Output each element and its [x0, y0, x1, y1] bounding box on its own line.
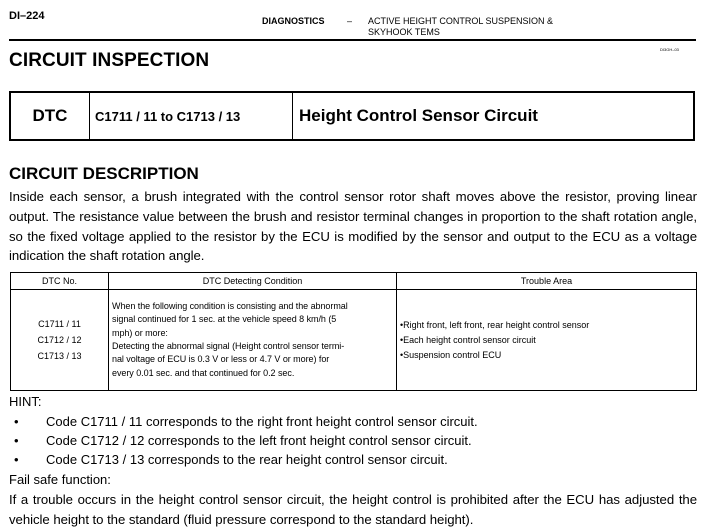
trouble-area-cell	[397, 290, 697, 391]
fail-safe-label: Fail safe function:	[9, 472, 111, 487]
column-header-dtc-no: DTC No.	[11, 273, 109, 290]
header-dash: –	[347, 16, 353, 26]
condition-line: Detecting the abnormal signal (Height control sensor termi-	[112, 341, 345, 351]
dtc-code: C1713 / 13	[37, 351, 82, 361]
chapter-title	[368, 16, 628, 38]
fail-safe-text: If a trouble occurs in the height control sensor circuit, the height control is prohibited after the ECU has adjusted the vehicle height to the standard (fluid pressure correspond to the standard height).	[9, 492, 697, 527]
condition-line: signal continued for 1 sec. at the vehicle speed 8 km/h (5	[112, 314, 337, 325]
bullet-icon: •	[14, 433, 19, 448]
hint-item: Code C1712 / 12 corresponds to the left front height control sensor circuit.	[46, 433, 472, 448]
condition-line: When the following condition is consisting and the abnormal	[112, 300, 348, 311]
dtc-title-box	[9, 91, 695, 141]
chapter-title-line-2: SKYHOOK TEMS	[368, 27, 440, 37]
document-id: DI3GH–03	[660, 47, 679, 52]
dtc-table-header-row	[11, 273, 697, 290]
bullet-icon: •	[14, 414, 19, 429]
trouble-area-item: •Suspension control ECU	[400, 349, 502, 360]
column-header-condition: DTC Detecting Condition	[109, 273, 397, 290]
dtc-codes-cell	[11, 290, 109, 391]
circuit-name: Height Control Sensor Circuit	[299, 106, 538, 125]
hint-item: Code C1711 / 11 corresponds to the right front height control sensor circuit.	[46, 414, 478, 429]
chapter-title-line-1: ACTIVE HEIGHT CONTROL SUSPENSION &	[368, 16, 554, 26]
condition-line: every 0.01 sec. and that continued for 0.2 sec.	[112, 367, 295, 378]
dtc-table	[10, 272, 697, 391]
dtc-code-range: C1711 / 11 to C1713 / 13	[90, 93, 293, 139]
trouble-area-item: •Each height control sensor circuit	[400, 334, 536, 345]
circuit-description-text: Inside each sensor, a brush integrated with the control sensor rotor shaft moves above the resistor, proving linear output. The resistance value between the brush and resistor terminal changes in proportion to the shaft rotation angle, so the fixed voltage applied to the resistor by the ECU is modified by the sensor and output to the ECU as a voltage indication the shaft rotation angle.	[9, 189, 697, 264]
table-row	[11, 290, 697, 391]
column-header-trouble-area: Trouble Area	[397, 273, 697, 290]
condition-line: nal voltage of ECU is 0.3 V or less or 4.7 V or more) for	[112, 354, 330, 365]
hint-label: HINT:	[9, 394, 42, 409]
circuit-inspection-heading: CIRCUIT INSPECTION	[9, 50, 210, 71]
trouble-area-item: •Right front, left front, rear height control sensor	[400, 319, 590, 330]
hint-item: Code C1713 / 13 corresponds to the rear height control sensor circuit.	[46, 452, 448, 467]
dtc-code: C1712 / 12	[37, 335, 82, 345]
detecting-condition-cell	[109, 290, 397, 391]
page-number: DI–224	[9, 10, 45, 22]
circuit-description-heading: CIRCUIT DESCRIPTION	[9, 164, 199, 183]
bullet-icon: •	[14, 452, 19, 467]
dtc-code: C1711 / 11	[38, 319, 81, 329]
dtc-label: DTC	[11, 93, 90, 139]
header-rule	[9, 39, 696, 41]
condition-line: mph) or more:	[112, 327, 168, 338]
section-label: DIAGNOSTICS	[262, 16, 325, 26]
